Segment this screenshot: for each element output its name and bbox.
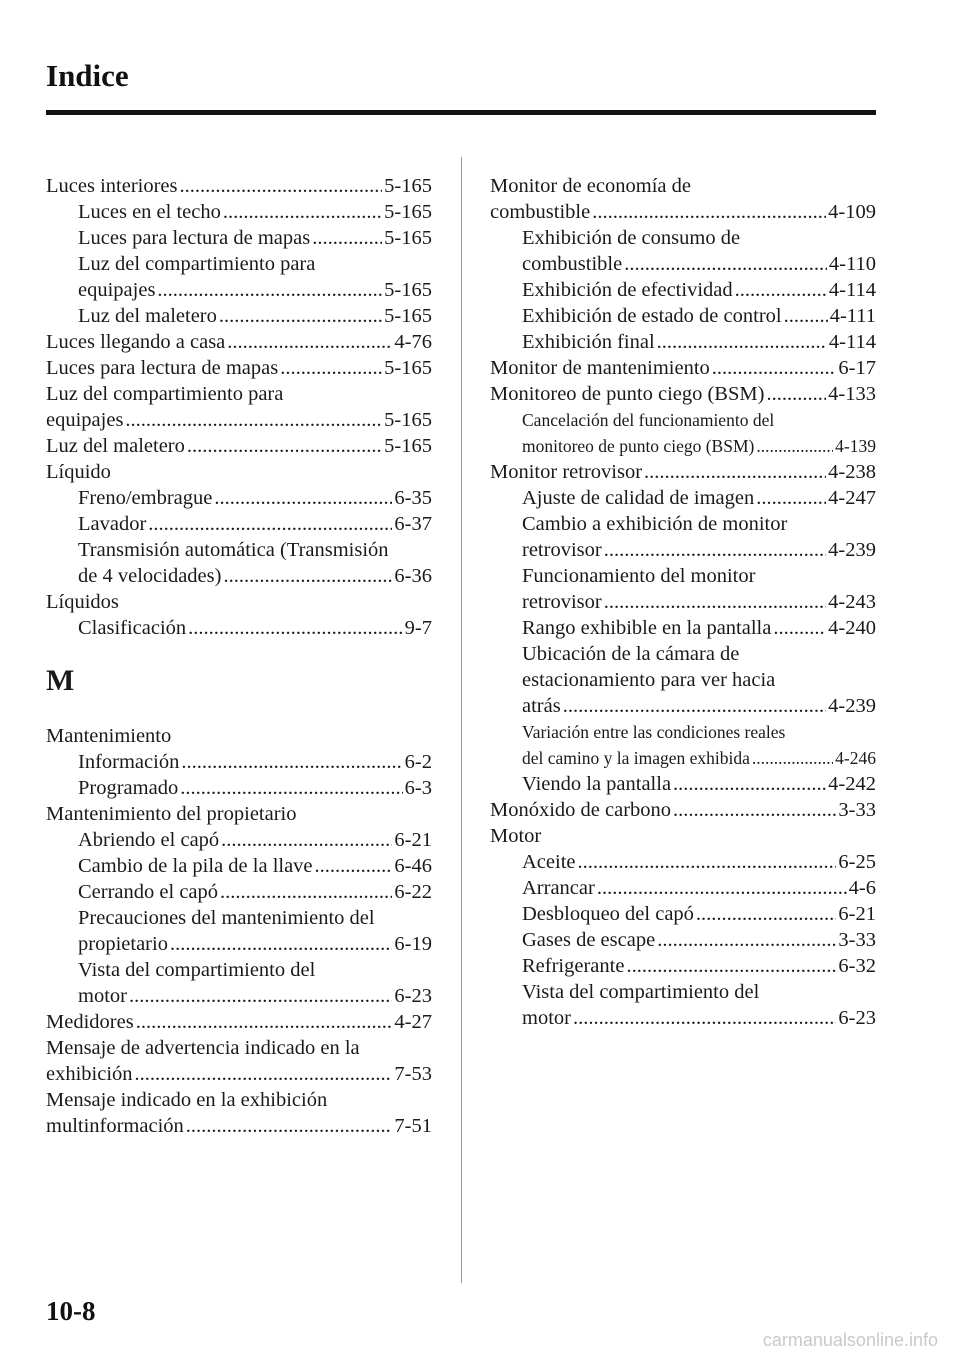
dot-leader bbox=[644, 459, 826, 485]
entries-group-m bbox=[46, 723, 432, 1139]
index-entry bbox=[490, 615, 876, 641]
entry-text: Precauciones del mantenimiento del bbox=[78, 907, 375, 929]
entry-text: propietario bbox=[78, 933, 168, 955]
index-entry bbox=[46, 459, 432, 485]
index-entry bbox=[490, 199, 876, 225]
index-entry bbox=[490, 667, 876, 693]
entry-text: Refrigerante bbox=[522, 955, 625, 977]
index-entry bbox=[490, 433, 876, 459]
index-entry bbox=[490, 251, 876, 277]
index-column-right bbox=[490, 173, 876, 1031]
entry-text: Funcionamiento del monitor bbox=[522, 565, 756, 587]
entry-text: Monitoreo de punto ciego (BSM) bbox=[490, 383, 765, 405]
entry-text: Luces para lectura de mapas bbox=[46, 357, 279, 379]
index-entry bbox=[46, 173, 432, 199]
entry-text: Cerrando el capó bbox=[78, 881, 219, 903]
entry-text: Mensaje de advertencia indicado en la bbox=[46, 1037, 360, 1059]
entry-page-ref: 6-21 bbox=[394, 829, 432, 851]
dot-leader bbox=[280, 355, 382, 381]
index-entry bbox=[46, 355, 432, 381]
entry-text: Motor bbox=[490, 825, 542, 847]
dot-leader bbox=[125, 407, 382, 433]
entry-page-ref: 6-23 bbox=[838, 1007, 876, 1029]
entry-page-ref: 4-139 bbox=[835, 436, 876, 456]
index-entry bbox=[46, 615, 432, 641]
index-entry bbox=[490, 1005, 876, 1031]
dot-leader bbox=[136, 1009, 393, 1035]
dot-leader bbox=[756, 433, 833, 459]
index-entry bbox=[46, 1009, 432, 1035]
entry-page-ref: 4-114 bbox=[828, 279, 876, 301]
entry-page-ref: 6-37 bbox=[394, 513, 432, 535]
index-entry bbox=[490, 823, 876, 849]
index-entry bbox=[46, 433, 432, 459]
dot-leader bbox=[187, 433, 382, 459]
index-entry bbox=[490, 641, 876, 667]
index-entry bbox=[46, 957, 432, 983]
index-entry bbox=[490, 173, 876, 199]
index-entry bbox=[46, 381, 432, 407]
entry-text: Programado bbox=[78, 777, 179, 799]
entry-text: Luces para lectura de mapas bbox=[78, 227, 311, 249]
entry-text: Monitor retrovisor bbox=[490, 461, 643, 483]
index-column-left bbox=[46, 173, 432, 1139]
entry-page-ref: 7-53 bbox=[394, 1063, 432, 1085]
dot-leader bbox=[578, 849, 837, 875]
index-entry bbox=[46, 1087, 432, 1113]
entry-page-ref: 3-33 bbox=[838, 929, 876, 951]
entry-text: Monóxido de carbono bbox=[490, 799, 672, 821]
entry-page-ref: 6-35 bbox=[394, 487, 432, 509]
entry-page-ref: 4-6 bbox=[848, 877, 876, 899]
entry-text: Exhibición de efectividad bbox=[522, 279, 733, 301]
dot-leader bbox=[223, 199, 382, 225]
entry-text: Luz del compartimiento para bbox=[78, 253, 316, 275]
entry-page-ref: 5-165 bbox=[384, 305, 432, 327]
index-entry bbox=[46, 853, 432, 879]
dot-leader bbox=[752, 745, 833, 771]
index-entry bbox=[490, 771, 876, 797]
dot-leader bbox=[773, 615, 826, 641]
dot-leader bbox=[180, 173, 383, 199]
column-divider bbox=[461, 157, 462, 1283]
dot-leader bbox=[181, 749, 402, 775]
dot-leader bbox=[626, 953, 836, 979]
index-entry bbox=[46, 879, 432, 905]
index-entry bbox=[490, 979, 876, 1005]
entry-text: Arrancar bbox=[522, 877, 595, 899]
index-entry bbox=[46, 277, 432, 303]
index-entry bbox=[46, 1113, 432, 1139]
entry-text: Aceite bbox=[522, 851, 576, 873]
dot-leader bbox=[188, 615, 403, 641]
entry-page-ref: 6-23 bbox=[394, 985, 432, 1007]
index-entry bbox=[46, 749, 432, 775]
dot-leader bbox=[657, 329, 827, 355]
index-entry bbox=[490, 381, 876, 407]
entry-text: Cancelación del funcionamiento del bbox=[522, 410, 775, 430]
dot-leader bbox=[604, 537, 826, 563]
index-entry bbox=[490, 329, 876, 355]
entry-text: Desbloqueo del capó bbox=[522, 903, 694, 925]
index-entry bbox=[490, 927, 876, 953]
dot-leader bbox=[673, 797, 836, 823]
index-entry bbox=[490, 277, 876, 303]
index-entry bbox=[490, 953, 876, 979]
entries-group-right bbox=[490, 173, 876, 1031]
section-letter: M bbox=[46, 664, 75, 697]
dot-leader bbox=[157, 277, 382, 303]
entry-text: Monitor de economía de bbox=[490, 175, 691, 197]
dot-leader bbox=[315, 853, 393, 879]
dot-leader bbox=[696, 901, 837, 927]
index-entry bbox=[490, 589, 876, 615]
index-entry bbox=[46, 827, 432, 853]
entry-text: Líquidos bbox=[46, 591, 119, 613]
entry-text: Cambio de la pila de la llave bbox=[78, 855, 313, 877]
entry-text: Luz del compartimiento para bbox=[46, 383, 284, 405]
index-entry bbox=[46, 775, 432, 801]
entry-page-ref: 5-165 bbox=[384, 227, 432, 249]
index-entry bbox=[46, 485, 432, 511]
dot-leader bbox=[597, 875, 847, 901]
entry-text: Cambio a exhibición de monitor bbox=[522, 513, 788, 535]
entry-page-ref: 6-32 bbox=[838, 955, 876, 977]
watermark: carmanualsonline.info bbox=[762, 1330, 938, 1350]
dot-leader bbox=[135, 1061, 393, 1087]
page-number: 10-8 bbox=[46, 1296, 96, 1326]
entry-text: Exhibición de consumo de bbox=[522, 227, 741, 249]
entry-text: combustible bbox=[490, 201, 591, 223]
entry-text: Freno/embrague bbox=[78, 487, 213, 509]
entry-text: Gases de escape bbox=[522, 929, 656, 951]
entry-text: Mantenimiento del propietario bbox=[46, 803, 297, 825]
index-entry bbox=[46, 199, 432, 225]
index-entry bbox=[46, 589, 432, 615]
index-entry bbox=[490, 745, 876, 771]
dot-leader bbox=[223, 563, 392, 589]
entry-page-ref: 4-239 bbox=[828, 539, 876, 561]
entry-text: retrovisor bbox=[522, 539, 602, 561]
entry-page-ref: 4-239 bbox=[828, 695, 876, 717]
entry-text: de 4 velocidades) bbox=[78, 565, 222, 587]
index-entry bbox=[46, 1035, 432, 1061]
index-entry bbox=[490, 797, 876, 823]
dot-leader bbox=[180, 775, 402, 801]
entry-text: Medidores bbox=[46, 1011, 134, 1033]
entry-text: multinformación bbox=[46, 1115, 184, 1137]
entry-text: Viendo la pantalla bbox=[522, 773, 672, 795]
entry-text: Ajuste de calidad de imagen bbox=[522, 487, 755, 509]
entry-text: Lavador bbox=[78, 513, 147, 535]
entry-text: Luz del maletero bbox=[78, 305, 217, 327]
entry-page-ref: 4-76 bbox=[394, 331, 432, 353]
index-entry bbox=[490, 355, 876, 381]
index-entry bbox=[46, 905, 432, 931]
index-entry bbox=[490, 719, 876, 745]
dot-leader bbox=[312, 225, 382, 251]
index-entry bbox=[46, 251, 432, 277]
entry-page-ref: 4-243 bbox=[828, 591, 876, 613]
index-entry bbox=[490, 225, 876, 251]
dot-leader bbox=[592, 199, 826, 225]
dot-leader bbox=[673, 771, 826, 797]
entry-page-ref: 5-165 bbox=[384, 175, 432, 197]
index-entry bbox=[490, 693, 876, 719]
index-entry bbox=[46, 723, 432, 749]
entry-text: retrovisor bbox=[522, 591, 602, 613]
entry-text: del camino y la imagen exhibida bbox=[522, 748, 750, 768]
entry-page-ref: 5-165 bbox=[384, 409, 432, 431]
entry-page-ref: 6-25 bbox=[838, 851, 876, 873]
entry-page-ref: 5-165 bbox=[384, 435, 432, 457]
entry-page-ref: 6-17 bbox=[838, 357, 876, 379]
entry-text: Líquido bbox=[46, 461, 111, 483]
dot-leader bbox=[712, 355, 837, 381]
entry-text: motor bbox=[78, 985, 127, 1007]
entry-text: equipajes bbox=[46, 409, 124, 431]
index-entry bbox=[46, 537, 432, 563]
dot-leader bbox=[219, 303, 382, 329]
dot-leader bbox=[221, 827, 392, 853]
dot-leader bbox=[735, 277, 827, 303]
entry-page-ref: 7-51 bbox=[394, 1115, 432, 1137]
index-entry bbox=[46, 511, 432, 537]
entry-text: equipajes bbox=[78, 279, 156, 301]
entry-text: Mensaje indicado en la exhibición bbox=[46, 1089, 328, 1111]
entry-text: Transmisión automática (Transmisión bbox=[78, 539, 389, 561]
entry-page-ref: 6-22 bbox=[394, 881, 432, 903]
entry-page-ref: 4-111 bbox=[829, 305, 876, 327]
index-entry bbox=[490, 875, 876, 901]
dot-leader bbox=[657, 927, 836, 953]
dot-leader bbox=[563, 693, 826, 719]
index-entry bbox=[46, 563, 432, 589]
dot-leader bbox=[148, 511, 392, 537]
entry-page-ref: 4-246 bbox=[835, 748, 876, 768]
index-entry bbox=[490, 901, 876, 927]
entry-text: Información bbox=[78, 751, 180, 773]
entry-text: Luz del maletero bbox=[46, 435, 185, 457]
entry-page-ref: 4-238 bbox=[828, 461, 876, 483]
entry-text: motor bbox=[522, 1007, 571, 1029]
index-entry bbox=[490, 303, 876, 329]
dot-leader bbox=[129, 983, 392, 1009]
index-entry bbox=[490, 485, 876, 511]
entry-text: Luces en el techo bbox=[78, 201, 221, 223]
entry-page-ref: 4-133 bbox=[828, 383, 876, 405]
entry-text: Rango exhibible en la pantalla bbox=[522, 617, 772, 639]
entry-page-ref: 4-240 bbox=[828, 617, 876, 639]
dot-leader bbox=[214, 485, 392, 511]
index-entry bbox=[46, 931, 432, 957]
entry-page-ref: 4-247 bbox=[828, 487, 876, 509]
entry-page-ref: 5-165 bbox=[384, 357, 432, 379]
entry-text: Luces interiores bbox=[46, 175, 178, 197]
entry-page-ref: 6-36 bbox=[394, 565, 432, 587]
entry-page-ref: 4-114 bbox=[828, 331, 876, 353]
dot-leader bbox=[784, 303, 828, 329]
dot-leader bbox=[220, 879, 392, 905]
index-entry bbox=[490, 537, 876, 563]
header-rule bbox=[46, 110, 876, 115]
dot-leader bbox=[227, 329, 392, 355]
index-entry bbox=[46, 1061, 432, 1087]
index-entry bbox=[46, 303, 432, 329]
index-entry bbox=[490, 511, 876, 537]
entry-text: Exhibición de estado de control bbox=[522, 305, 782, 327]
dot-leader bbox=[604, 589, 826, 615]
entry-text: Clasificación bbox=[78, 617, 187, 639]
entry-text: Monitor de mantenimiento bbox=[490, 357, 710, 379]
index-entry bbox=[490, 407, 876, 433]
entries-group-l bbox=[46, 173, 432, 641]
index-entry bbox=[46, 801, 432, 827]
entry-text: Mantenimiento bbox=[46, 725, 172, 747]
entry-text: monitoreo de punto ciego (BSM) bbox=[522, 436, 755, 456]
index-entry bbox=[46, 225, 432, 251]
entry-page-ref: 4-27 bbox=[394, 1011, 432, 1033]
index-entry bbox=[46, 407, 432, 433]
entry-page-ref: 6-3 bbox=[404, 777, 432, 799]
index-entry bbox=[490, 563, 876, 589]
entry-text: exhibición bbox=[46, 1063, 133, 1085]
dot-leader bbox=[573, 1005, 836, 1031]
entry-text: estacionamiento para ver hacia bbox=[522, 669, 776, 691]
entry-page-ref: 6-46 bbox=[394, 855, 432, 877]
index-entry bbox=[490, 459, 876, 485]
entry-page-ref: 5-165 bbox=[384, 201, 432, 223]
entry-text: combustible bbox=[522, 253, 623, 275]
entry-page-ref: 5-165 bbox=[384, 279, 432, 301]
entry-page-ref: 4-242 bbox=[828, 773, 876, 795]
entry-page-ref: 6-2 bbox=[404, 751, 432, 773]
dot-leader bbox=[624, 251, 827, 277]
entry-text: atrás bbox=[522, 695, 561, 717]
entry-page-ref: 3-33 bbox=[838, 799, 876, 821]
entry-text: Abriendo el capó bbox=[78, 829, 220, 851]
entry-page-ref: 4-109 bbox=[828, 201, 876, 223]
index-entry bbox=[46, 329, 432, 355]
entry-text: Vista del compartimiento del bbox=[522, 981, 760, 1003]
index-entry bbox=[490, 849, 876, 875]
entry-page-ref: 6-19 bbox=[394, 933, 432, 955]
entry-text: Variación entre las condiciones reales bbox=[522, 722, 786, 742]
index-entry bbox=[46, 983, 432, 1009]
entry-text: Ubicación de la cámara de bbox=[522, 643, 740, 665]
entry-text: Vista del compartimiento del bbox=[78, 959, 316, 981]
entry-text: Exhibición final bbox=[522, 331, 655, 353]
entry-text: Luces llegando a casa bbox=[46, 331, 226, 353]
dot-leader bbox=[186, 1113, 393, 1139]
entry-page-ref: 6-21 bbox=[838, 903, 876, 925]
entry-page-ref: 9-7 bbox=[404, 617, 432, 639]
dot-leader bbox=[756, 485, 826, 511]
dot-leader bbox=[170, 931, 392, 957]
page-title: Indice bbox=[46, 58, 129, 93]
dot-leader bbox=[766, 381, 826, 407]
entry-page-ref: 4-110 bbox=[828, 253, 876, 275]
